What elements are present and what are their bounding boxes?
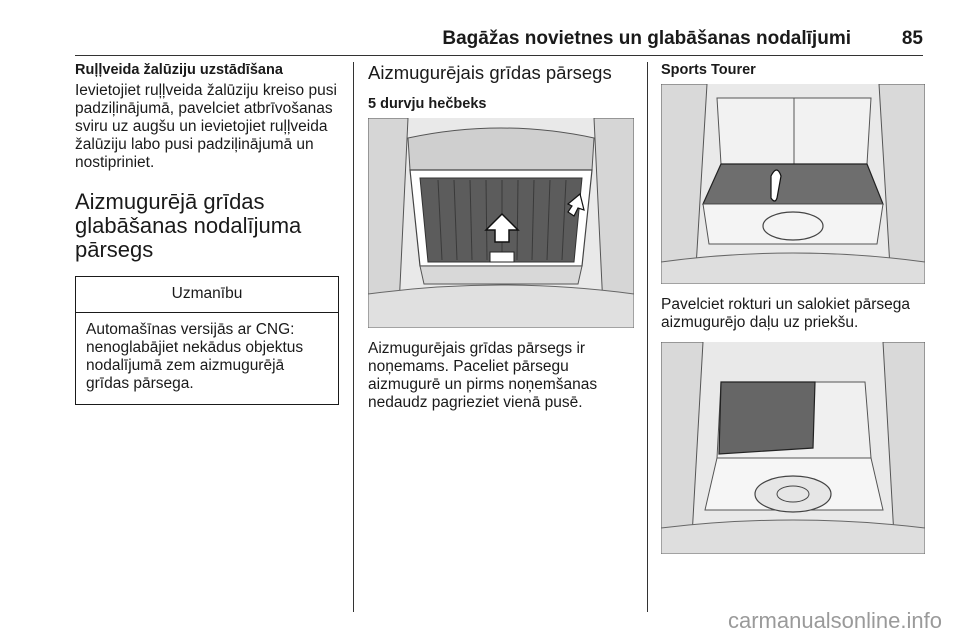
hatchback-trunk-illustration (368, 118, 634, 328)
header-rule (75, 55, 923, 56)
col1-subheading: Ruļļveida žalūziju uzstādīšana (75, 62, 283, 78)
sports-tourer-cover-illustration (661, 84, 925, 284)
folded-cover-illustration (661, 342, 925, 554)
col1-paragraph: Ievietojiet ruļļveida žalūziju kreiso pusi padziļinājumā, pavelciet atbrīvošanas sviru uz augšu un ievietojiet ruļļveida žalūziju labo pusi padziļinājumā un nostipriniet. (75, 82, 337, 171)
column-3 (661, 62, 925, 554)
col1-heading-line-2: glabāšanas nodalījuma (75, 213, 302, 238)
hatchback-trunk-drawing (368, 118, 634, 328)
col3-subheading: Sports Tourer (661, 62, 756, 78)
notice-body: Automašīnas versijās ar CNG: nenoglabājiet nekādus objektus nodalījumā zem aizmugurējā grīdas pārsega. (86, 321, 304, 392)
col2-heading: Aizmugurējais grīdas pārsegs (368, 62, 612, 83)
caution-notice (75, 276, 339, 405)
page-header (75, 28, 923, 54)
column-2 (368, 62, 636, 412)
col1-heading-line-3: pārsegs (75, 237, 154, 262)
watermark: carmanualsonline.info (727, 608, 942, 633)
sports-tourer-cover-drawing (661, 84, 925, 284)
col1-heading-line-1: Aizmugurējā grīdas (75, 189, 265, 214)
header-title: Bagāžas novietnes un glabāšanas nodalījumi (442, 28, 851, 49)
col3-paragraph: Pavelciet rokturi un salokiet pārsega aizmugurējo daļu uz priekšu. (661, 296, 910, 331)
column-divider-1 (353, 62, 354, 612)
column-1 (75, 62, 339, 405)
page-number: 85 (901, 28, 923, 49)
col2-subheading: 5 durvju hečbeks (368, 96, 487, 112)
col2-paragraph: Aizmugurējais grīdas pārsegs ir noņemams. Paceliet pārsegu aizmugurē un pirms noņemšanas nedaudz pagrieziet vienā pusē. (368, 340, 598, 411)
col1-heading (75, 190, 339, 262)
folded-cover-drawing (661, 342, 925, 554)
notice-title: Uzmanību (76, 277, 338, 313)
column-divider-2 (647, 62, 648, 612)
